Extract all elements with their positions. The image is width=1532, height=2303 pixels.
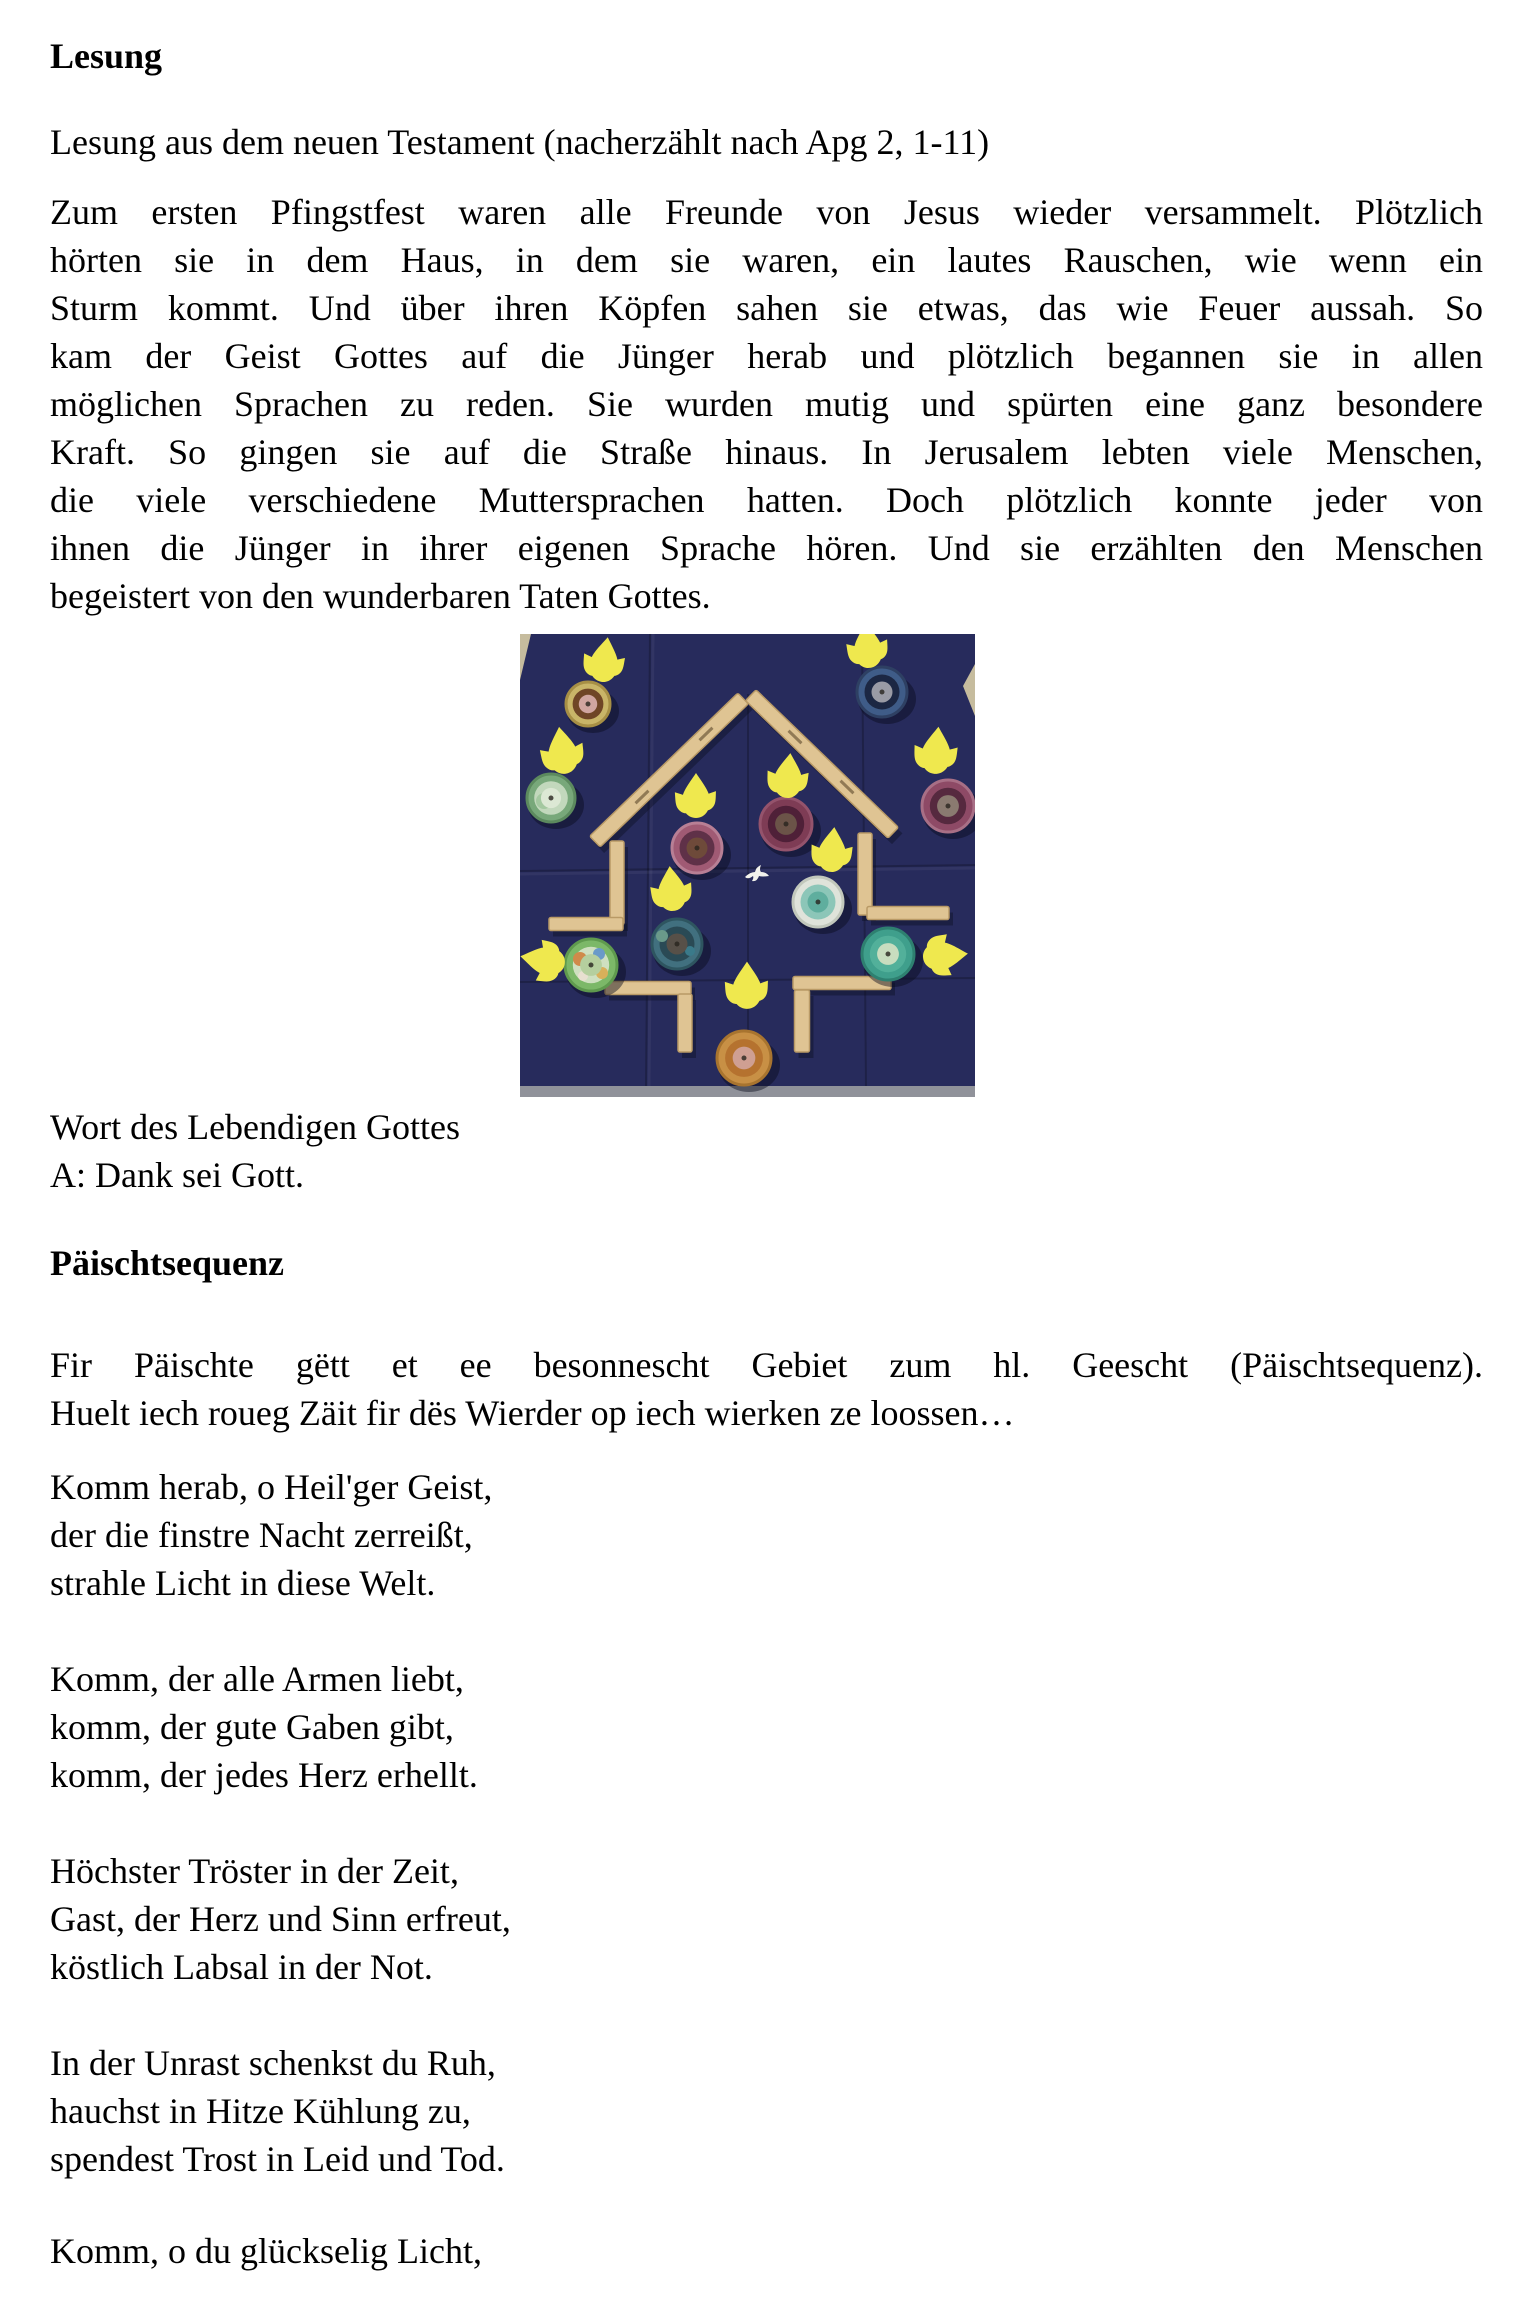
verse-line: hauchst in Hitze Kühlung zu, xyxy=(50,2091,471,2131)
response-line: A: Dank sei Gott. xyxy=(50,1155,304,1195)
paragraph-line: ihnen die Jünger in ihrer eigenen Sprache hören. Und sie erzählten den Menschen xyxy=(50,528,1483,568)
verse-5 xyxy=(50,2227,1483,2275)
paragraph-line: begeistert von den wunderbaren Taten Gottes. xyxy=(50,576,711,616)
verse-line: spendest Trost in Leid und Tod. xyxy=(50,2139,505,2179)
verse-1 xyxy=(50,1463,1483,1607)
verse-2 xyxy=(50,1655,1483,1799)
verse-line: der die finstre Nacht zerreißt, xyxy=(50,1515,473,1555)
sequence-intro xyxy=(50,1341,1483,1437)
verse-line: Komm, o du glückselig Licht, xyxy=(50,2231,482,2271)
lesung-paragraph xyxy=(50,188,1483,620)
paragraph-line: kam der Geist Gottes auf die Jünger herab und plötzlich begannen sie in allen xyxy=(50,336,1483,376)
pentecost-photo xyxy=(520,634,975,1097)
verse-3 xyxy=(50,1847,1483,1991)
paragraph-line: hörten sie in dem Haus, in dem sie waren, ein lautes Rauschen, wie wenn ein xyxy=(50,240,1483,280)
lesung-response xyxy=(50,1103,1483,1199)
paragraph-line: Zum ersten Pfingstfest waren alle Freunde von Jesus wieder versammelt. Plötzlich xyxy=(50,192,1483,232)
paragraph-line: Kraft. So gingen sie auf die Straße hinaus. In Jerusalem lebten viele Menschen, xyxy=(50,432,1483,472)
paragraph-line: Sturm kommt. Und über ihren Köpfen sahen sie etwas, das wie Feuer aussah. So xyxy=(50,288,1483,328)
verse-line: In der Unrast schenkst du Ruh, xyxy=(50,2043,496,2083)
intro-line: Huelt iech roueg Zäit fir dës Wierder op iech wierken ze loossen… xyxy=(50,1393,1015,1433)
verse-line: komm, der gute Gaben gibt, xyxy=(50,1707,454,1747)
verse-line: strahle Licht in diese Welt. xyxy=(50,1563,436,1603)
verse-4 xyxy=(50,2039,1483,2183)
paragraph-line: die viele verschiedene Muttersprachen hatten. Doch plötzlich konnte jeder von xyxy=(50,480,1483,520)
paischtsequenz-heading: Päischtsequenz xyxy=(50,1243,284,1283)
lesung-heading: Lesung xyxy=(50,36,163,76)
verse-line: Gast, der Herz und Sinn erfreut, xyxy=(50,1899,511,1939)
lesung-subtitle: Lesung aus dem neuen Testament (nacherzählt nach Apg 2, 1-11) xyxy=(50,122,990,162)
verse-line: köstlich Labsal in der Not. xyxy=(50,1947,433,1987)
verse-line: Komm, der alle Armen liebt, xyxy=(50,1659,464,1699)
paragraph-line: möglichen Sprachen zu reden. Sie wurden mutig und spürten eine ganz besondere xyxy=(50,384,1483,424)
intro-line: Fir Päischte gëtt et ee besonnescht Gebiet zum hl. Geescht (Päischtsequenz). xyxy=(50,1345,1483,1385)
verse-line: Höchster Tröster in der Zeit, xyxy=(50,1851,459,1891)
verse-line: komm, der jedes Herz erhellt. xyxy=(50,1755,478,1795)
verse-line: Komm herab, o Heil'ger Geist, xyxy=(50,1467,493,1507)
pentecost-photo-svg xyxy=(520,634,975,1097)
response-line: Wort des Lebendigen Gottes xyxy=(50,1107,460,1147)
